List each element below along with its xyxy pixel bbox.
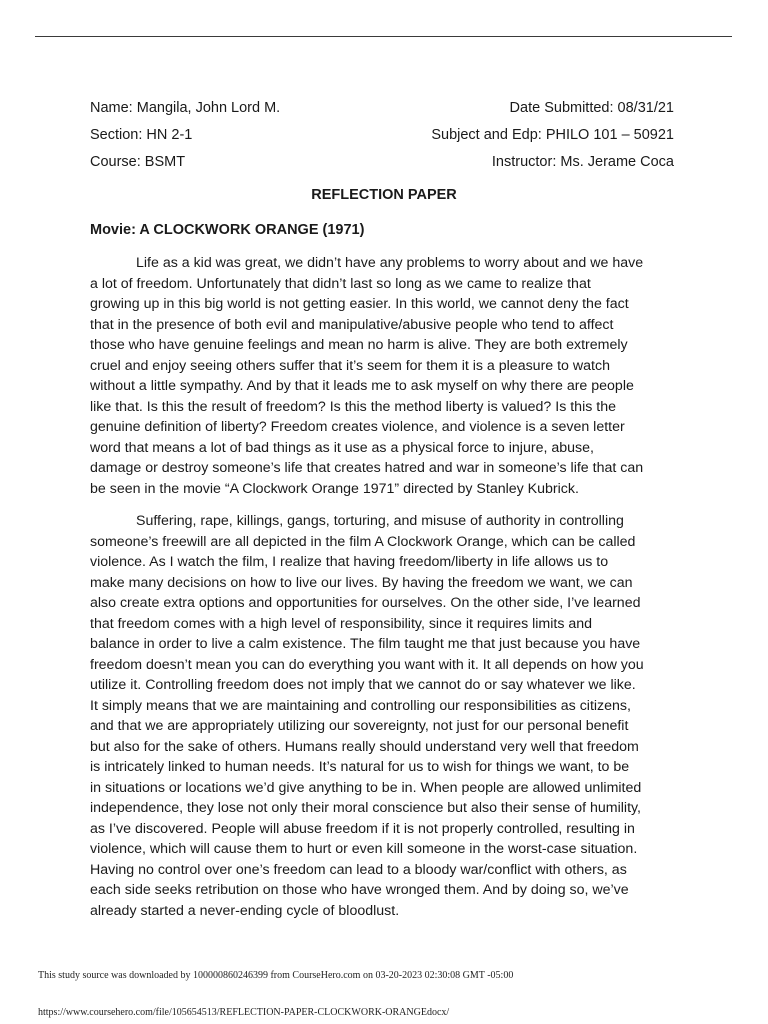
section: Section: HN 2-1: [90, 127, 193, 143]
paragraph-line: that in the presence of both evil and manipulative/abusive people who tend to affect: [90, 316, 614, 333]
paragraph-line: a lot of freedom. Unfortunately that didn’t last so long as we came to realize that: [90, 275, 591, 292]
instructor: Instructor: Ms. Jerame Coca: [491, 154, 674, 170]
movie-heading: Movie: A CLOCKWORK ORANGE (1971): [90, 222, 365, 238]
header-row-2: [90, 126, 674, 153]
paragraph-line: Suffering, rape, killings, gangs, torturing, and misuse of authority in controlling: [136, 513, 624, 529]
paragraph-line: utilize it. Controlling freedom does not imply that we cannot do or say whatever we like.: [90, 677, 636, 693]
paragraph-line: in situations or locations we’d give anything to be in. When people are allowed unlimited: [90, 779, 642, 796]
paragraph-line: genuine definition of liberty? Freedom creates violence, and violence is a seven letter: [90, 419, 625, 435]
paragraph-1: [90, 253, 682, 499]
paragraph-line: those who have genuine feelings and mean no harm is alive. They are both extremely: [90, 337, 628, 353]
paragraph-line: that freedom comes with a high level of responsibility, since it requires limits and: [90, 615, 593, 632]
paragraph-2: [90, 511, 682, 921]
header-info: [90, 99, 674, 180]
paragraph-line: violence, which will cause them to hurt or even kill someone in the worst-case situation.: [90, 841, 638, 857]
paragraph-line: word that means a lot of bad things as it use as a physical force to injure, abuse,: [90, 439, 594, 456]
paragraph-line: someone’s freewill are all depicted in the film A Clockwork Orange, which can be called: [90, 533, 636, 550]
paragraph-line: also create extra options and opportunities for ourselves. On the other side, I’ve learned: [90, 595, 641, 611]
paragraph-line: but also for the sake of others. Humans really should understand very well that freedom: [90, 738, 639, 755]
subject-edp: Subject and Edp: PHILO 101 – 50921: [431, 127, 674, 143]
paragraph-line: is intricately linked to human needs. It’s natural for us to wish for things we want, to be: [90, 759, 630, 775]
paragraph-line: Life as a kid was great, we didn’t have any problems to worry about and we have: [136, 255, 644, 271]
paragraph-line: freedom doesn’t mean you can do everything you want with it. It all depends on how you: [90, 656, 644, 673]
paragraph-line: without a little sympathy. And by that it leads me to ask myself on why there are people: [90, 378, 634, 394]
paragraph-line: balance in order to live a calm existence. The film taught me that just because you have: [90, 636, 641, 652]
source-url[interactable]: https://www.coursehero.com/file/105654513/REFLECTION-PAPER-CLOCKWORK-ORANGEdocx/: [38, 1007, 450, 1018]
paragraph-line: independence, they lose not only their moral conscience but also their sense of humility,: [90, 800, 641, 816]
top-divider: [35, 36, 732, 37]
paragraph-line: and that we are appropriately utilizing our sovereignty, not just for our personal benefit: [90, 718, 629, 734]
download-source-note: This study source was downloaded by 100000860246399 from CourseHero.com on 03-20-2023 02:30:08 GMT -05:00: [38, 970, 514, 981]
student-name: Name: Mangila, John Lord M.: [90, 100, 281, 116]
paragraph-line: It simply means that we are maintaining and controlling our responsibilities as citizens,: [90, 697, 631, 714]
document-title: REFLECTION PAPER: [311, 187, 457, 203]
paragraph-line: growing up in this big world is not getting easier. In this world, we cannot deny the fact: [90, 296, 629, 312]
paragraph-line: Having no control over one’s freedom can lead to a bloody war/conflict with others, as: [90, 861, 627, 878]
paragraph-line: violence. As I watch the film, I realize that having freedom/liberty in life allows us to: [90, 554, 609, 570]
paragraph-line: like that. Is this the result of freedom? Is this the method liberty is valued? Is this the: [90, 398, 616, 415]
course: Course: BSMT: [90, 154, 186, 170]
paragraph-line: each side seeks retribution on those who have wronged them. And by doing so, we’ve: [90, 882, 629, 898]
paragraph-line: make many decisions on how to live our lives. By having the freedom we want, we can: [90, 574, 633, 591]
paragraph-line: damage or destroy someone’s life that creates hatred and war in someone’s life that can: [90, 460, 644, 476]
paragraph-line: cruel and enjoy seeing others suffer that it’s seem for them it is a pleasure to watch: [90, 357, 610, 374]
date-submitted: Date Submitted: 08/31/21: [509, 100, 674, 116]
paragraph-line: already started a never-ending cycle of bloodlust.: [90, 902, 400, 919]
paragraph-line: as I’ve discovered. People will abuse freedom if it is not properly controlled, resulting in: [90, 820, 635, 837]
header-row-3: [90, 153, 674, 180]
header-row-1: [90, 99, 674, 126]
paragraph-line: be seen in the movie “A Clockwork Orange 1971” directed by Stanley Kubrick.: [90, 480, 579, 497]
